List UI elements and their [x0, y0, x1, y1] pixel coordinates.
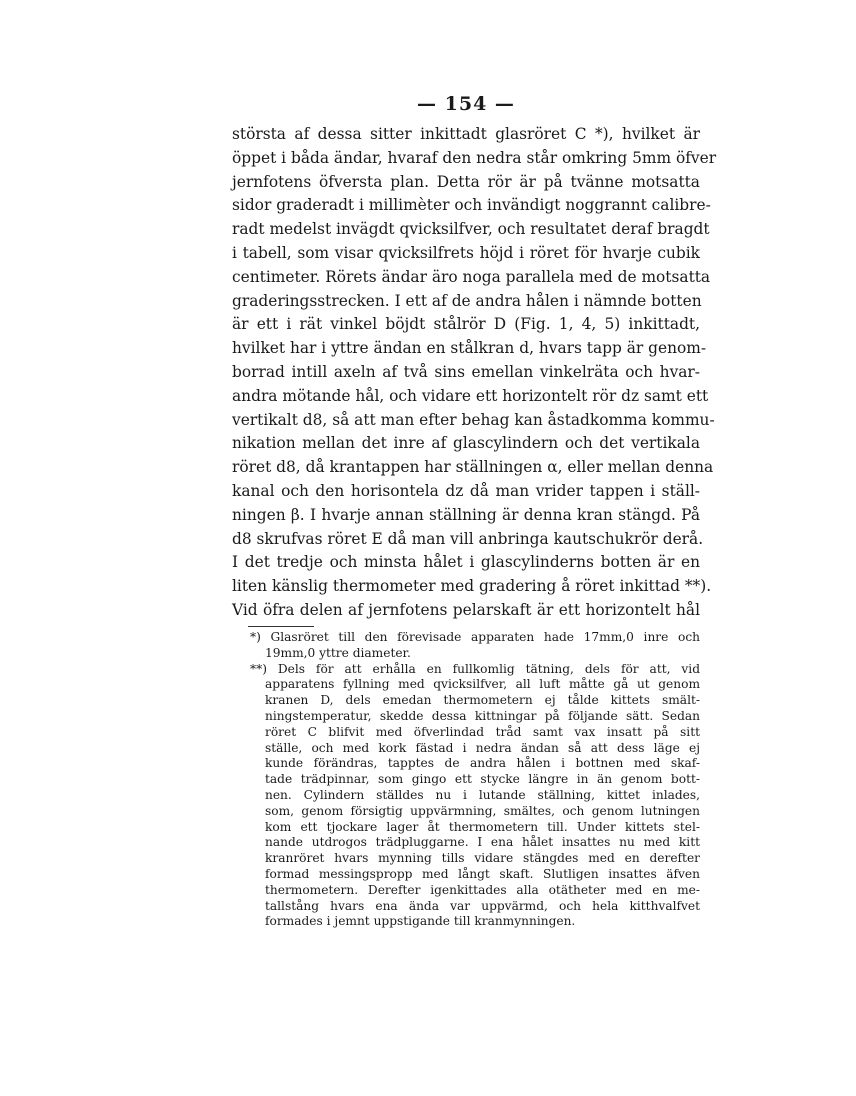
body-text-line: liten känslig thermometer med gradering å röret inkittad **). [232, 577, 712, 596]
footnote-line: 19mm,0 yttre diameter. [265, 645, 411, 660]
footnotes [250, 630, 700, 930]
footnote-line: tallstång hvars ena ända var uppvärmd, och hela kitthvalfvet [265, 898, 700, 913]
body-text-line: hvilket har i yttre ändan en stålkran d, hvars tapp är genom- [232, 339, 707, 358]
body-text-line: centimeter. Rörets ändar äro noga parallela med de motsatta [232, 267, 711, 286]
page-number: — 154 — [417, 93, 515, 115]
body-text-line: är ett i rät vinkel böjdt stålrör D (Fig. 1, 4, 5) inkittadt, [232, 315, 700, 334]
footnote-line: thermometern. Derefter igenkittades alla otätheter med en me- [265, 882, 700, 897]
body-text-line: I det tredje och minsta hålet i glascylinderns botten är en [232, 553, 700, 572]
body-text-line: Vid öfra delen af jernfotens pelarskaft är ett horizontelt hål [232, 600, 700, 619]
body-text-line: i tabell, som visar qvicksilfrets höjd i röret för hvarje cubik [232, 243, 700, 262]
body-text-line: graderingsstrecken. I ett af de andra hålen i nämnde botten [232, 291, 702, 310]
footnote-line: röret C blifvit med öfverlindad tråd samt vax insatt på sitt [265, 724, 700, 739]
footnote-divider [248, 626, 314, 627]
body-text-line: nikation mellan det inre af glascylindern och det vertikala [232, 434, 700, 453]
body-text-line: kanal och den horisontela dz då man vrider tappen i ställ- [232, 481, 700, 500]
footnote-line: som, genom försigtig uppvärmning, smältes, och genom lutningen [265, 803, 700, 818]
footnote-line: ställe, och med kork fästad i nedra ändan så att dess läge ej [265, 740, 700, 755]
body-text-line: borrad intill axeln af två sins emellan vinkelräta och hvar- [232, 362, 700, 381]
footnote-line: kunde förändras, tapptes de andra hålen i bottnen med skaf- [265, 756, 700, 771]
footnote-line: ningstemperatur, skedde dessa kittningar på följande sätt. Sedan [265, 708, 700, 723]
footnote-line: nande utdrogos trädpluggarne. I ena hålet insattes nu med kitt [265, 835, 700, 850]
body-text-line: sidor graderadt i millimèter och invändigt noggrannt calibre- [232, 196, 711, 215]
footnote-line: kranröret hvars mynning tills vidare stängdes med en derefter [265, 851, 700, 866]
body-text-line: d8 skrufvas röret E då man vill anbringa kautschukrör derå. [232, 529, 704, 548]
footnote-line: kom ett tjockare lager åt thermometern till. Under kittets stel- [265, 819, 700, 834]
body-text-line: största af dessa sitter inkittadt glasröret C *), hvilket är [232, 125, 700, 143]
footnote-line: formad messingspropp med långt skaft. Slutligen insattes äfven [265, 866, 700, 881]
body-text-line: andra mötande hål, och vidare ett horizontelt rör dz samt ett [232, 386, 709, 405]
footnote-line: nen. Cylindern ställdes nu i lutande ställning, kittet inlades, [265, 787, 700, 802]
body-text-line: ningen β. I hvarje annan ställning är denna kran stängd. På [232, 505, 700, 524]
footnote-line: **) Dels för att erhålla en fullkomlig tätning, dels för att, vid [250, 661, 700, 676]
footnote-line: kranen D, dels emedan thermometern ej tålde kittets smält- [265, 693, 700, 708]
body-text-line: öppet i båda ändar, hvaraf den nedra står omkring 5mm öfver [232, 148, 717, 167]
body-text-line: jernfotens öfversta plan. Detta rör är på tvänne motsatta [232, 172, 700, 191]
body-text-line: radt medelst invägdt qvicksilfver, och resultatet deraf bragdt [232, 220, 710, 239]
body-text-line: röret d8, då krantappen har ställningen α, eller mellan denna [232, 458, 714, 477]
footnote-line: *) Glasröret till den förevisade apparaten hade 17mm,0 inre och [250, 630, 700, 644]
body-text-line: vertikalt d8, så att man efter behag kan åstadkomma kommu- [232, 410, 715, 429]
body-text [232, 123, 717, 623]
footnote-line: apparatens fyllning med qvicksilfver, all luft måtte gå ut genom [265, 677, 700, 692]
footnote-line: formades i jemnt uppstigande till kranmynningen. [265, 914, 576, 929]
footnote-line: tade trädpinnar, som gingo ett stycke längre in än genom bott- [265, 772, 700, 787]
